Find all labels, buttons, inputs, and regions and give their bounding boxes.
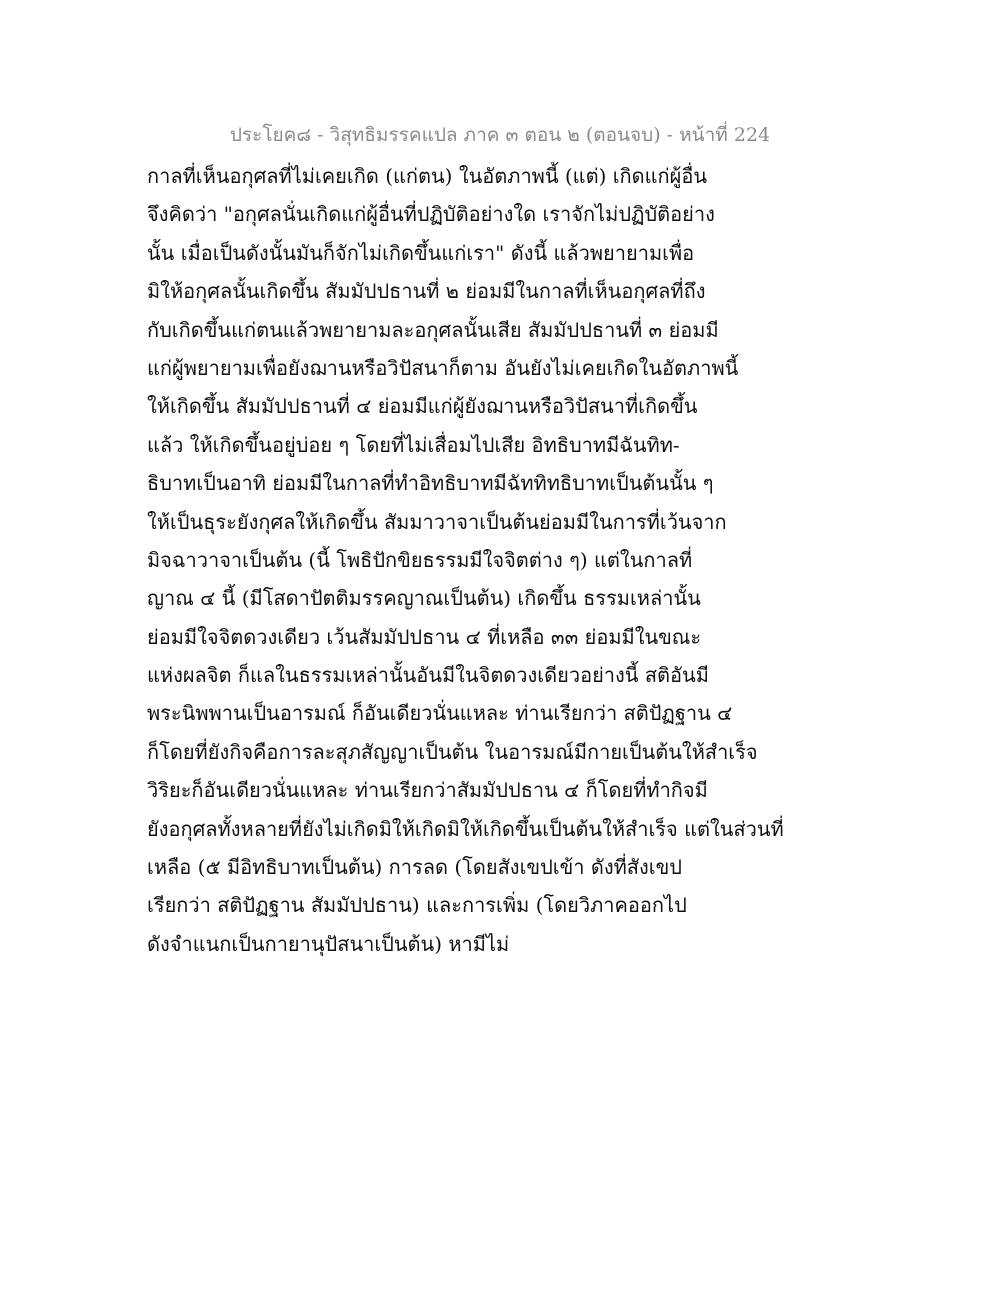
text-line: ก็โดยที่ยังกิจคือการละสุภสัญญาเป็นต้น ในอารมณ์มีกายเป็นต้นให้สำเร็จ: [147, 739, 758, 764]
text-line: แล้ว ให้เกิดขึ้นอยู่บ่อย ๆ โดยที่ไม่เสื่อมไปเสีย อิทธิบาทมีฉันทิท-: [147, 432, 680, 457]
text-line: กับเกิดขึ้นแก่ตนแล้วพยายามละอกุศลนั้นเสีย สัมมัปปธานที่ ๓ ย่อมมี: [147, 317, 719, 342]
text-line: กาลที่เห็นอกุศลที่ไม่เคยเกิด (แก่ตน) ในอัตภาพนี้ (แต่) เกิดแก่ผู้อื่น: [147, 164, 708, 188]
text-line: ธิบาทเป็นอาทิ ย่อมมีในกาลที่ทำอิทธิบาทมีฉัททิทธิบาทเป็นต้นนั้น ๆ: [147, 471, 714, 496]
text-line: จึงคิดว่า "อกุศลนั่นเกิดแก่ผู้อื่นที่ปฏิบัติอย่างใด เราจักไม่ปฏิบัติอย่าง: [147, 202, 715, 227]
text-line: แห่งผลจิต ก็แลในธรรมเหล่านั้นอันมีในจิตดวงเดียวอย่างนี้ สติอันมี: [147, 663, 709, 688]
text-line: พระนิพพานเป็นอารมณ์ ก็อันเดียวนั่นแหละ ท่านเรียกว่า สติปัฏฐาน ๔: [147, 701, 733, 726]
text-line: เรียกว่า สติปัฏฐาน สัมมัปปธาน) และการเพิ่ม (โดยวิภาคออกไป: [147, 893, 687, 918]
text-line: แก่ผู้พยายามเพื่อยังฌานหรือวิปัสนาก็ตาม อันยังไม่เคยเกิดในอัตภาพนี้: [147, 355, 739, 380]
text-line: วิริยะก็อันเดียวนั่นแหละ ท่านเรียกว่าสัมมัปปธาน ๔ ก็โดยที่ทำกิจมี: [147, 778, 708, 803]
text-line: มิให้อกุศลนั้นเกิดขึ้น สัมมัปปธานที่ ๒ ย่อมมีในกาลที่เห็นอกุศลที่ถึง: [147, 279, 706, 304]
text-line: มิจฉาวาจาเป็นต้น (นี้ โพธิปักขิยธรรมมีใจจิตต่าง ๆ) แต่ในกาลที่: [147, 547, 693, 572]
text-line: เหลือ (๕ มีอิทธิบาทเป็นต้น) การลด (โดยสังเขปเข้า ดังที่สังเขป: [147, 855, 682, 880]
text-line: ให้เกิดขึ้น สัมมัปปธานที่ ๔ ย่อมมีแก่ผู้ยังฌานหรือวิปัสนาที่เกิดขึ้น: [147, 394, 698, 419]
text-line: ให้เป็นธุระยังกุศลให้เกิดขึ้น สัมมาวาจาเป็นต้นย่อมมีในการที่เว้นจาก: [147, 509, 727, 534]
text-line: ย่อมมีใจจิตดวงเดียว เว้นสัมมัปปธาน ๔ ที่เหลือ ๓๓ ย่อมมีในขณะ: [147, 624, 702, 649]
text-line: ญาณ ๔ นี้ (มีโสดาปัตติมรรคญาณเป็นต้น) เกิดขึ้น ธรรมเหล่านั้น: [147, 586, 701, 611]
text-line: ดังจำแนกเป็นกายานุปัสนาเป็นต้น) หามีไม่: [147, 931, 510, 956]
text-line: ยังอกุศลทั้งหลายที่ยังไม่เกิดมิให้เกิดมิให้เกิดขึ้นเป็นต้นให้สำเร็จ แต่ในส่วนที่: [147, 816, 784, 841]
page-header: ประโยค๘ - วิสุทธิมรรคแปล ภาค ๓ ตอน ๒ (ตอนจบ) - หน้าที่ 224: [229, 124, 771, 146]
text-line: นั้น เมื่อเป็นดังนั้นมันก็จักไม่เกิดขึ้นแก่เรา" ดังนี้ แล้วพยายามเพื่อ: [147, 240, 695, 265]
body-text: [147, 157, 784, 963]
